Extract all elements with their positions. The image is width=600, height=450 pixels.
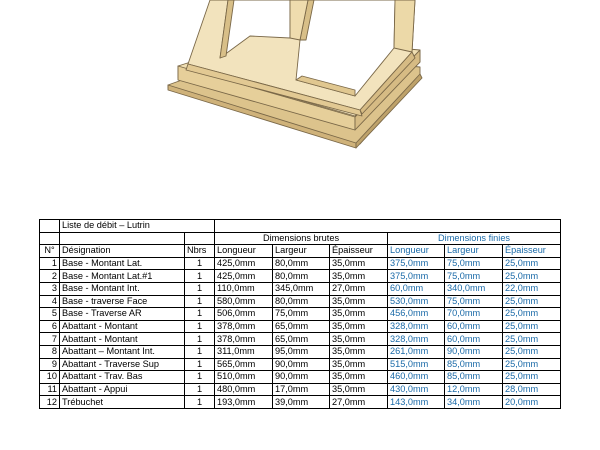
group-header-row: [40, 232, 561, 245]
cell-largeur-finie: 340,0mm: [445, 282, 503, 295]
table-row: [40, 320, 561, 333]
table-row: [40, 383, 561, 396]
cell-epaisseur: 35,0mm: [330, 295, 388, 308]
cell-largeur-finie: 75,0mm: [445, 257, 503, 270]
cell-nbrs: 1: [185, 383, 215, 396]
table-title: Liste de débit – Lutrin: [60, 220, 215, 233]
empty-cell: [185, 232, 215, 245]
cell-designation: Trébuchet: [60, 396, 185, 409]
cell-epaisseur-finie: 25,0mm: [503, 308, 561, 321]
cell-designation: Abattant - Montant: [60, 320, 185, 333]
header-longueur-finie: Longueur: [388, 245, 445, 258]
cell-nbrs: 1: [185, 257, 215, 270]
cell-longueur-finie: 60,0mm: [388, 282, 445, 295]
table-title-row: [40, 220, 561, 233]
cell-longueur-finie: 143,0mm: [388, 396, 445, 409]
cell-nbrs: 1: [185, 371, 215, 384]
cell-designation: Base - Montant Int.: [60, 282, 185, 295]
cell-num: 7: [40, 333, 60, 346]
cell-epaisseur-finie: 25,0mm: [503, 257, 561, 270]
cell-epaisseur-finie: 25,0mm: [503, 345, 561, 358]
cell-epaisseur: 35,0mm: [330, 383, 388, 396]
cell-num: 1: [40, 257, 60, 270]
cell-num: 9: [40, 358, 60, 371]
table-row: [40, 396, 561, 409]
empty-cell: [60, 232, 185, 245]
cell-epaisseur: 35,0mm: [330, 308, 388, 321]
cell-longueur-finie: 375,0mm: [388, 270, 445, 283]
cell-designation: Abattant - Traverse Sup: [60, 358, 185, 371]
cell-epaisseur-finie: 28,0mm: [503, 383, 561, 396]
cell-longueur-finie: 530,0mm: [388, 295, 445, 308]
cell-longueur-finie: 460,0mm: [388, 371, 445, 384]
cell-epaisseur-finie: 25,0mm: [503, 295, 561, 308]
cell-epaisseur: 35,0mm: [330, 358, 388, 371]
cell-epaisseur: 35,0mm: [330, 320, 388, 333]
cell-largeur-finie: 85,0mm: [445, 358, 503, 371]
cell-epaisseur-finie: 25,0mm: [503, 333, 561, 346]
header-largeur-finie: Largeur: [445, 245, 503, 258]
cell-epaisseur-finie: 25,0mm: [503, 270, 561, 283]
cell-num: 12: [40, 396, 60, 409]
header-epaisseur-finie: Épaisseur: [503, 245, 561, 258]
cell-epaisseur-finie: 25,0mm: [503, 320, 561, 333]
header-designation: Désignation: [60, 245, 185, 258]
cell-num: 2: [40, 270, 60, 283]
lutrin-illustration: [150, 0, 450, 200]
cell-designation: Base - traverse Face: [60, 295, 185, 308]
cell-longueur: 580,0mm: [215, 295, 273, 308]
cell-longueur-finie: 328,0mm: [388, 333, 445, 346]
empty-cell: [40, 220, 60, 233]
table-row: [40, 308, 561, 321]
cell-largeur: 80,0mm: [273, 257, 330, 270]
cell-epaisseur-finie: 25,0mm: [503, 371, 561, 384]
header-nbrs: Nbrs: [185, 245, 215, 258]
cell-nbrs: 1: [185, 270, 215, 283]
header-largeur: Largeur: [273, 245, 330, 258]
cell-epaisseur: 35,0mm: [330, 345, 388, 358]
cell-epaisseur: 35,0mm: [330, 257, 388, 270]
cell-longueur: 378,0mm: [215, 320, 273, 333]
cell-num: 8: [40, 345, 60, 358]
cell-designation: Base - Montant Lat.: [60, 257, 185, 270]
cell-nbrs: 1: [185, 295, 215, 308]
cell-largeur: 90,0mm: [273, 358, 330, 371]
cell-nbrs: 1: [185, 320, 215, 333]
cell-nbrs: 1: [185, 358, 215, 371]
cell-num: 5: [40, 308, 60, 321]
lutrin-3d-model-icon: [150, 0, 450, 200]
cell-largeur-finie: 90,0mm: [445, 345, 503, 358]
cell-epaisseur-finie: 20,0mm: [503, 396, 561, 409]
cell-nbrs: 1: [185, 308, 215, 321]
cell-designation: Base - Traverse AR: [60, 308, 185, 321]
cell-longueur-finie: 430,0mm: [388, 383, 445, 396]
cell-longueur: 311,0mm: [215, 345, 273, 358]
table-row: [40, 295, 561, 308]
column-header-row: [40, 245, 561, 258]
table-row: [40, 333, 561, 346]
cell-longueur: 480,0mm: [215, 383, 273, 396]
cell-designation: Abattant - Montant: [60, 333, 185, 346]
table-row: [40, 282, 561, 295]
header-num: N°: [40, 245, 60, 258]
cell-designation: Abattant - Trav. Bas: [60, 371, 185, 384]
cell-nbrs: 1: [185, 333, 215, 346]
cell-epaisseur: 35,0mm: [330, 371, 388, 384]
cell-nbrs: 1: [185, 396, 215, 409]
table-row: [40, 270, 561, 283]
header-epaisseur: Épaisseur: [330, 245, 388, 258]
cell-longueur-finie: 375,0mm: [388, 257, 445, 270]
cell-longueur: 110,0mm: [215, 282, 273, 295]
cell-largeur: 65,0mm: [273, 333, 330, 346]
cell-longueur-finie: 261,0mm: [388, 345, 445, 358]
table-row: [40, 358, 561, 371]
header-longueur: Longueur: [215, 245, 273, 258]
cell-longueur-finie: 515,0mm: [388, 358, 445, 371]
group-finished-dimensions: Dimensions finies: [388, 232, 561, 245]
cell-epaisseur: 35,0mm: [330, 333, 388, 346]
cell-largeur-finie: 70,0mm: [445, 308, 503, 321]
cell-largeur: 75,0mm: [273, 308, 330, 321]
cell-longueur: 506,0mm: [215, 308, 273, 321]
cell-num: 11: [40, 383, 60, 396]
cell-designation: Abattant – Montant Int.: [60, 345, 185, 358]
cell-epaisseur: 35,0mm: [330, 270, 388, 283]
cell-largeur-finie: 34,0mm: [445, 396, 503, 409]
cell-nbrs: 1: [185, 345, 215, 358]
cell-longueur: 565,0mm: [215, 358, 273, 371]
cell-largeur: 17,0mm: [273, 383, 330, 396]
cell-largeur: 65,0mm: [273, 320, 330, 333]
table-row: [40, 371, 561, 384]
cell-designation: Abattant - Appui: [60, 383, 185, 396]
cell-largeur: 39,0mm: [273, 396, 330, 409]
group-rough-dimensions: Dimensions brutes: [215, 232, 388, 245]
cell-largeur: 80,0mm: [273, 270, 330, 283]
cell-epaisseur-finie: 22,0mm: [503, 282, 561, 295]
cell-largeur-finie: 12,0mm: [445, 383, 503, 396]
cell-longueur: 510,0mm: [215, 371, 273, 384]
cell-largeur: 90,0mm: [273, 371, 330, 384]
table-row: [40, 257, 561, 270]
cell-longueur-finie: 456,0mm: [388, 308, 445, 321]
cut-list-table: [39, 219, 561, 409]
cell-largeur-finie: 60,0mm: [445, 333, 503, 346]
cell-epaisseur-finie: 25,0mm: [503, 358, 561, 371]
cell-largeur-finie: 75,0mm: [445, 270, 503, 283]
cell-largeur: 345,0mm: [273, 282, 330, 295]
cell-largeur-finie: 60,0mm: [445, 320, 503, 333]
cell-longueur-finie: 328,0mm: [388, 320, 445, 333]
table-row: [40, 345, 561, 358]
cell-longueur: 378,0mm: [215, 333, 273, 346]
cell-epaisseur: 27,0mm: [330, 396, 388, 409]
cell-nbrs: 1: [185, 282, 215, 295]
cell-num: 10: [40, 371, 60, 384]
cell-largeur: 80,0mm: [273, 295, 330, 308]
cell-longueur: 193,0mm: [215, 396, 273, 409]
cell-longueur: 425,0mm: [215, 270, 273, 283]
empty-cell: [40, 232, 60, 245]
cell-largeur-finie: 85,0mm: [445, 371, 503, 384]
cell-epaisseur: 27,0mm: [330, 282, 388, 295]
cell-largeur-finie: 75,0mm: [445, 295, 503, 308]
cell-largeur: 95,0mm: [273, 345, 330, 358]
cell-num: 3: [40, 282, 60, 295]
empty-cell: [215, 220, 561, 233]
cell-longueur: 425,0mm: [215, 257, 273, 270]
cell-num: 6: [40, 320, 60, 333]
cell-num: 4: [40, 295, 60, 308]
cell-designation: Base - Montant Lat.#1: [60, 270, 185, 283]
